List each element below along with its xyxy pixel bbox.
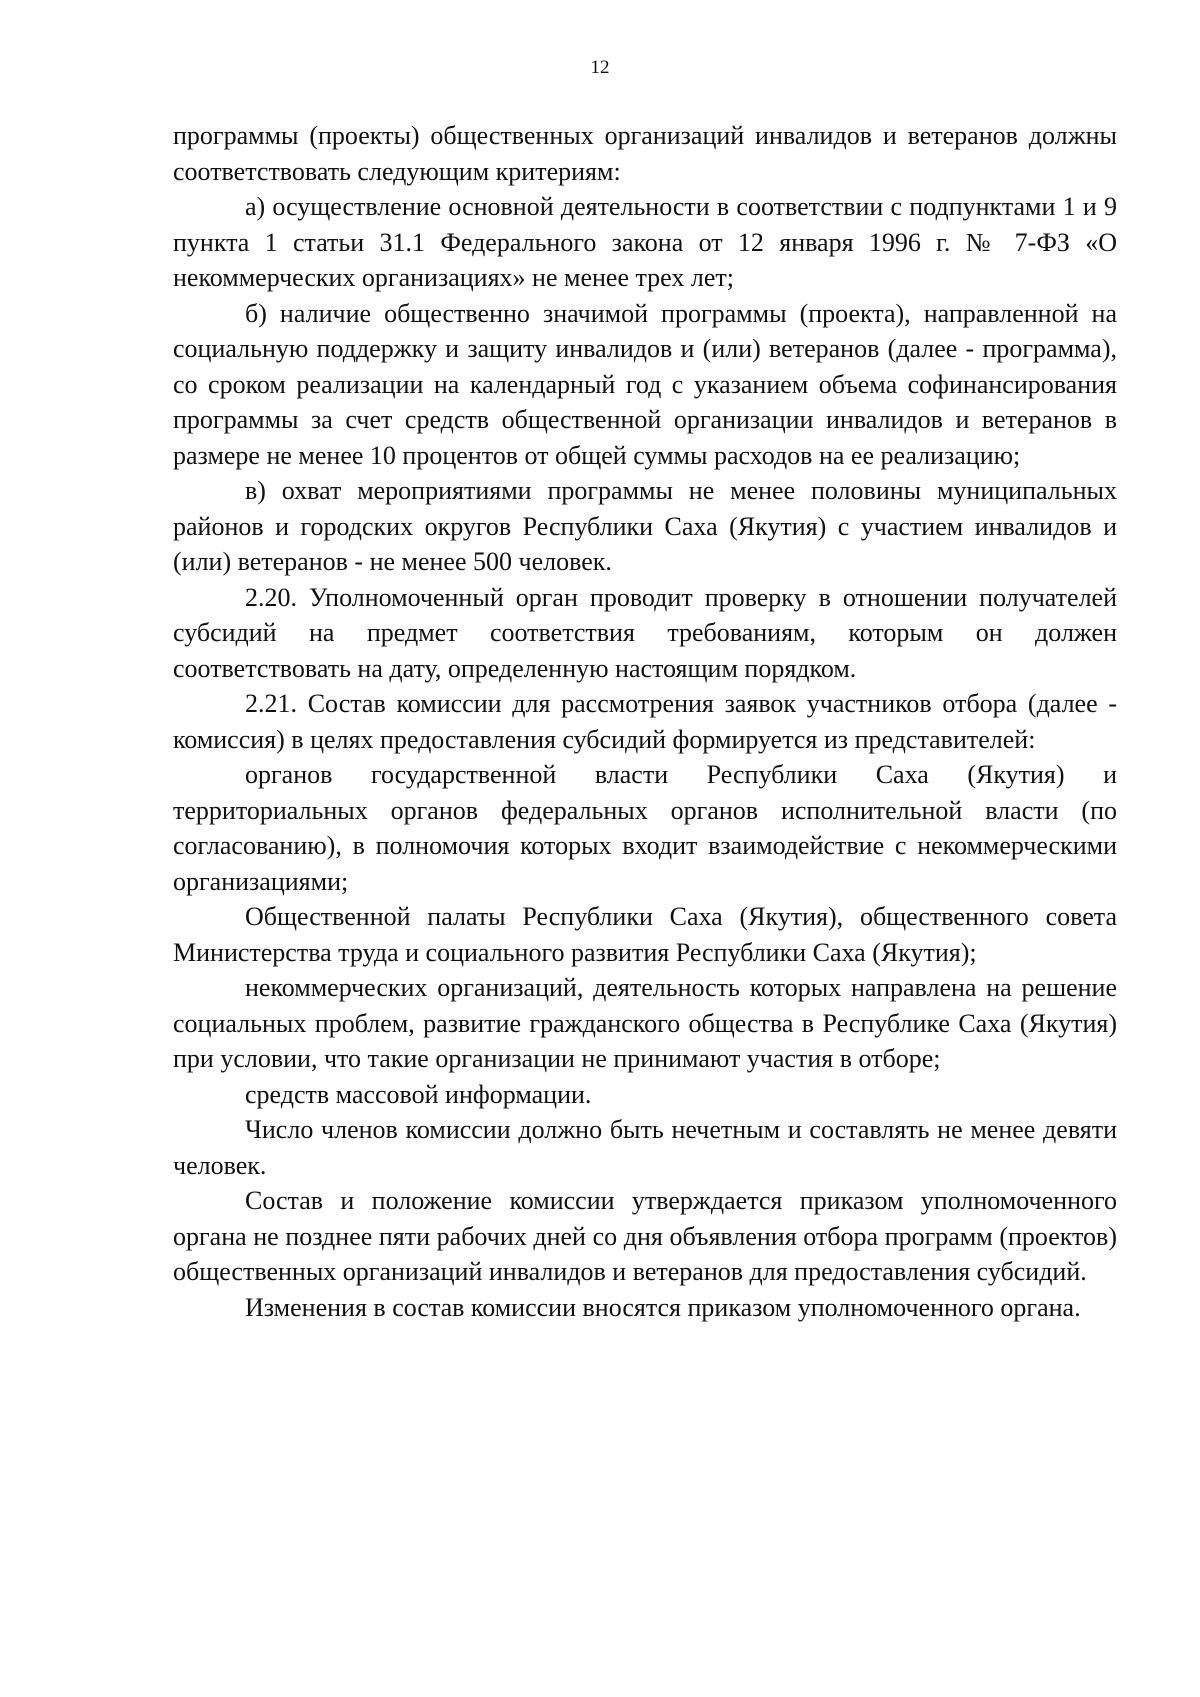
paragraph-criterion-v: в) охват мероприятиями программы не менее половины муниципальных районов и городских округов Республики Саха (Якутия) с участием инвалидов и (или) ветеранов - не менее 500 человек. (173, 476, 1117, 576)
paragraph-criterion-a: а) осуществление основной деятельности в соответствии с подпунктами 1 и 9 пункта 1 статьи 31.1 Федерального закона от 12 января 1996 г. № 7-ФЗ «О некоммерческих организациях» не менее трех лет; (173, 192, 1117, 292)
page-number: 12 (590, 57, 610, 78)
document-body (173, 118, 1117, 1325)
paragraph-member-count: Число членов комиссии должно быть нечетным и составлять не менее девяти человек. (173, 1115, 1117, 1180)
paragraph-clause-2-21: 2.21. Состав комиссии для рассмотрения заявок участников отбора (далее - комиссия) в целях предоставления субсидий формируется из представителей: (173, 689, 1117, 754)
paragraph-clause-2-20: 2.20. Уполномоченный орган проводит проверку в отношении получателей субсидий на предмет соответствия требованиям, которым он должен соответствовать на дату, определенную настоящим порядком. (173, 582, 1117, 683)
paragraph-commission-approval: Состав и положение комиссии утверждается приказом уполномоченного органа не позднее пяти рабочих дней со дня объявления отбора программ (проектов) общественных организаций инвалидов и ветеранов для предоставления субсидий. (173, 1186, 1117, 1286)
paragraph-mass-media: средств массовой информации. (245, 1079, 592, 1109)
paragraph-criterion-b: б) наличие общественно значимой программы (проекта), направленной на социальную поддержку и защиту инвалидов и (или) ветеранов (далее - программа), со сроком реализации на календарный год с указанием объема софинансирования программы за счет средств общественной организации инвалидов и ветеранов в размере не менее 10 процентов от общей суммы расходов на ее реализацию; (173, 298, 1117, 470)
paragraph-state-authorities: органов государственной власти Республики Саха (Якутия) и территориальных органов федеральных органов исполнительной власти (по согласованию), в полномочия которых входит взаимодействие с некоммерческими организациями; (173, 760, 1117, 896)
paragraph-criteria-intro: программы (проекты) общественных организаций инвалидов и ветеранов должны соответствовать следующим критериям: (173, 121, 1117, 186)
paragraph-commission-changes: Изменения в состав комиссии вносятся приказом уполномоченного органа. (245, 1292, 1081, 1322)
paragraph-public-chamber: Общественной палаты Республики Саха (Якутия), общественного совета Министерства труда и социального развития Республики Саха (Якутия); (173, 902, 1117, 967)
paragraph-nonprofits: некоммерческих организаций, деятельность которых направлена на решение социальных проблем, развитие гражданского общества в Республике Саха (Якутия) при условии, что такие организации не принимают участия в отборе; (173, 973, 1117, 1073)
